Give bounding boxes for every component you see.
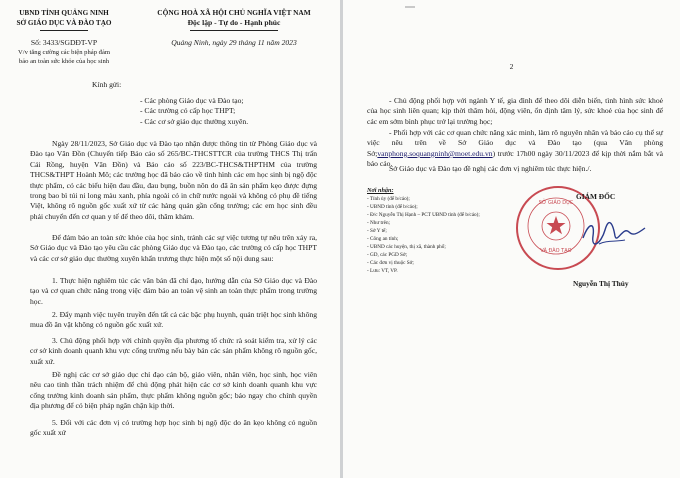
closing-statement: Sở Giáo dục và Đào tạo đề nghị các đơn vị nghiêm túc thực hiện./.	[389, 164, 592, 173]
recipient-list-item: - GD, các PGD Sở;	[367, 252, 408, 258]
recipient-list-item: - Sở Y tế;	[367, 228, 387, 234]
document-page-2	[343, 0, 680, 478]
numbered-item-3: 3. Chủ động phối hợp với chính quyền địa phương tổ chức rà soát kiểm tra, xử lý các cơ sở kinh doanh quanh khu vực cổng trường nếu bày bán các sản phẩm không rõ nguồn gốc, xuất xứ.	[30, 336, 317, 366]
document-date: Quảng Ninh, ngày 29 tháng 11 năm 2023	[171, 38, 297, 47]
recipient-2: - Các trường có cấp học THPT;	[140, 106, 236, 116]
body-paragraph-2: Để đảm bảo an toàn sức khỏe của học sinh, tránh các sự việc tương tự nêu trên xảy ra, Sở Giáo dục và Đào tạo yêu cầu các phòng Giáo dục và Đào tạo, các trường có cấp học THPT và các cơ sở giáo dục thường xuyên khẩn trương thực hiện một số nội dung sau:	[30, 233, 317, 263]
recipient-list-item: - Đ/c Nguyễn Thị Hạnh – PCT UBND tỉnh (để b/cáo);	[367, 212, 480, 218]
nation-motto: CỘNG HOÀ XÃ HỘI CHỦ NGHĨA VIỆT NAM	[157, 8, 311, 17]
recipient-1: - Các phòng Giáo dục và Đào tạo;	[140, 96, 244, 105]
subject-line-2: bảo an toàn sức khỏe của học sinh	[18, 57, 110, 65]
recipient-list-item: - Lưu: VT, VP.	[367, 268, 398, 274]
page-number: 2	[509, 62, 514, 71]
agency-name: UBND TỈNH QUẢNG NINH	[19, 9, 109, 17]
email-link[interactable]: vanphong.soquangninh@moet.edu.vn	[377, 148, 493, 158]
recipient-list-item: - Các đơn vị thuộc Sở;	[367, 260, 414, 266]
continuation-item-1: - Chủ động phối hợp với ngành Y tế, gia đình để theo dõi diễn biến, tình hình sức khoẻ của học sinh liên quan; kịp thời thăm hỏi, động viên, ổn định tâm lý, sức khoẻ của học sinh để các em sớm bình phục trở lại trường học;	[367, 96, 663, 126]
recipient-list-item: - Như trên;	[367, 220, 390, 226]
numbered-item-1: 1. Thực hiện nghiêm túc các văn bản đã chỉ đạo, hướng dẫn của Sở Giáo dục và Đào tạo và cơ quan chức năng trong việc đảm bảo an toàn vệ sinh an toàn thực phẩm trong trường học.	[30, 276, 317, 306]
signer-title: GIÁM ĐỐC	[576, 192, 616, 201]
numbered-item-2: 2. Đẩy mạnh việc tuyên truyền đến tất cả các bậc phụ huynh, quán triệt học sinh không mua đồ ăn vặt không có nguồn gốc xuất xứ.	[30, 310, 317, 330]
body-paragraph-1: Ngày 28/11/2023, Sở Giáo dục và Đào tạo nhận được thông tin từ Phòng Giáo dục và Đào tạo Vân Đồn (Chuyển tiếp Báo cáo số 265/BC-THCSTTCR của trường THCS Thị trấn Cái Rồng, huyện Vân Đồn) và Báo cáo số 223/BC-THCS&THPTHM của trường THCS&THPT Hoành Mô; các trường học đã báo cáo về tình hình các em học sinh bị ngộ độc thực phẩm, có các biểu hiện đau đầu, đau bụng, buồn nôn do đã ăn sản phẩm kẹo được đựng trong bao bì túi ni long màu xanh, phía ngoài có in chữ nước ngoài và không có phụ đề tiếng Việt, không rõ nguồn gốc xuất xứ từ các hàng quán gần cổng trường; các em học sinh đều phải chuyển đến cơ quan y tế để theo dõi, thăm khám.	[30, 139, 317, 221]
document-number: Số: 3433/SGDĐT-VP	[30, 38, 98, 47]
numbered-item-5: 5. Đối với các đơn vị có trường hợp học sinh bị ngộ độc do ăn kẹo không có nguồn gốc xuất xứ	[30, 418, 317, 438]
svg-text:VÀ ĐÀO TẠO: VÀ ĐÀO TẠO	[540, 248, 572, 254]
recipient-list-item: - Công an tỉnh;	[367, 236, 399, 242]
svg-text:SỞ GIÁO DỤC: SỞ GIÁO DỤC	[538, 200, 574, 206]
signer-name: Nguyễn Thị Thúy	[573, 279, 629, 288]
subject-line-1: V/v tăng cường các biện pháp đảm	[17, 49, 111, 56]
scan-mark	[405, 6, 415, 8]
recipients-title: Nơi nhận:	[367, 187, 394, 194]
agency-underline	[40, 30, 88, 31]
recipient-list-item: - UBND tỉnh (để b/cáo);	[367, 204, 418, 210]
continuation-item-2-tail: ) trước 17h00 ngày 30/11/2023 để kịp thời nắm bắt và báo cáo.	[367, 148, 663, 169]
signature-graphic	[579, 214, 649, 254]
recipient-list-item: - Tỉnh ủy (để b/cáo);	[367, 196, 410, 202]
motto-underline	[190, 30, 278, 31]
department-name: SỞ GIÁO DỤC VÀ ĐÀO TẠO	[16, 19, 112, 27]
greeting: Kính gửi:	[92, 80, 122, 89]
nation-subtitle: Độc lập - Tự do - Hạnh phúc	[187, 18, 281, 27]
recipient-list-item: - UBND các huyện, thị xã, thành phố;	[367, 244, 446, 250]
continuation-item-2-text: - Phối hợp với các cơ quan chức năng xác minh, làm rõ nguyên nhân và báo cáo cụ thể sự việc nêu trên về Sở Giáo dục và Đào tạo (qua Văn phòng Sở;	[367, 128, 663, 158]
numbered-item-4: Đề nghị các cơ sở giáo dục chỉ đạo cán bộ, giáo viên, nhân viên, học sinh, học viên nêu cao tinh thần trách nhiệm để chủ động phát hiện các cơ sở kinh doanh quanh khu vực cổng trường kinh doanh sản phẩm, thực phẩm không nguồn gốc; báo ngay cho chính quyền địa phương để có biện pháp ngăn chặn kịp thời.	[30, 370, 317, 411]
recipient-3: - Các cơ sở giáo dục thường xuyên.	[140, 116, 249, 126]
